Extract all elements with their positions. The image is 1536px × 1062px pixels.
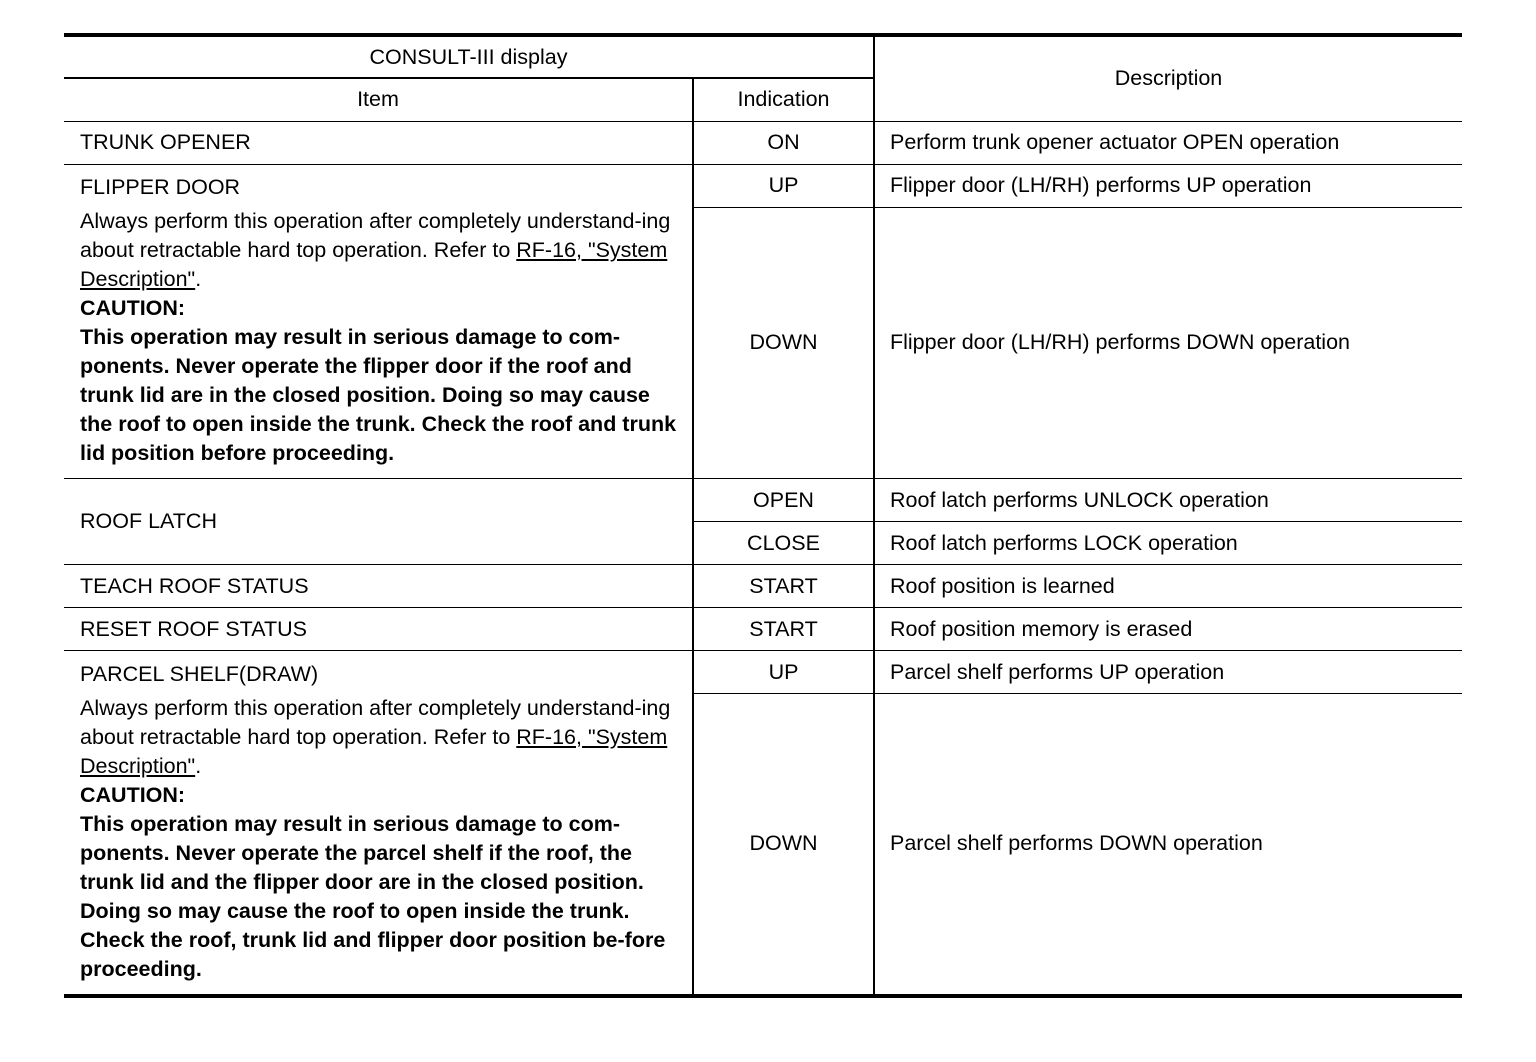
flipper-door-notes xyxy=(64,207,693,479)
flipper-door-down-indication: DOWN xyxy=(693,207,874,479)
table-row xyxy=(64,608,1462,651)
table-row xyxy=(64,694,1462,996)
reset-roof-status-indication: START xyxy=(693,608,874,651)
parcel-shelf-item: PARCEL SHELF(DRAW) xyxy=(64,651,693,694)
item-header: Item xyxy=(64,78,693,121)
roof-latch-open-description: Roof latch performs UNLOCK operation xyxy=(874,479,1462,522)
flipper-door-caution-text: This operation may result in serious damage to com-ponents. Never operate the flipper door if the roof and trunk lid are in the closed position. Doing so may cause the roof to open inside the trunk. Check the roof and trunk lid position before proceeding. xyxy=(80,325,677,465)
parcel-shelf-ref-code-link[interactable]: RF-16, xyxy=(516,724,588,749)
roof-latch-close-description: Roof latch performs LOCK operation xyxy=(874,522,1462,565)
parcel-shelf-notes xyxy=(64,694,693,996)
flipper-door-ref-title-link[interactable]: "System Description" xyxy=(80,238,668,291)
table-row xyxy=(64,479,1462,522)
teach-roof-status-description: Roof position is learned xyxy=(874,565,1462,608)
parcel-shelf-caution-text: This operation may result in serious damage to com-ponents. Never operate the parcel shelf if the roof, the trunk lid and the flipper door are in the closed position. Doing so may cause the roof to open inside the trunk. Check the roof, trunk lid and flipper door position be-fore proceeding. xyxy=(80,811,666,981)
flipper-door-ref-code-link[interactable]: RF-16, xyxy=(516,238,588,262)
flipper-door-up-indication: UP xyxy=(693,164,874,207)
parcel-shelf-up-description: Parcel shelf performs UP operation xyxy=(874,651,1462,694)
table-row xyxy=(64,121,1462,164)
parcel-shelf-note xyxy=(80,694,684,781)
teach-roof-status-indication: START xyxy=(693,565,874,608)
roof-latch-close-indication: CLOSE xyxy=(693,522,874,565)
table-row xyxy=(64,651,1462,694)
consult-table xyxy=(64,33,1462,998)
flipper-door-note xyxy=(80,207,684,294)
table-row xyxy=(64,565,1462,608)
parcel-shelf-down-indication: DOWN xyxy=(693,694,874,996)
table-row xyxy=(64,207,1462,479)
flipper-door-note-suffix: . xyxy=(195,267,202,291)
teach-roof-status-item: TEACH ROOF STATUS xyxy=(64,565,693,608)
parcel-shelf-down-description: Parcel shelf performs DOWN operation xyxy=(874,694,1462,996)
parcel-shelf-note-prefix: Always perform this operation after completely understand-ing about retractable hard top operation. Refer to xyxy=(80,695,671,749)
flipper-door-up-description: Flipper door (LH/RH) performs UP operation xyxy=(874,164,1462,207)
flipper-door-down-description: Flipper door (LH/RH) performs DOWN operation xyxy=(874,207,1462,479)
flipper-door-caution-label: CAUTION: xyxy=(80,296,186,320)
roof-latch-item: ROOF LATCH xyxy=(64,479,693,565)
flipper-door-note-prefix: Always perform this operation after completely understand-ing about retractable hard top operation. Refer to xyxy=(80,209,671,262)
trunk-opener-indication: ON xyxy=(693,121,874,164)
trunk-opener-item: TRUNK OPENER xyxy=(64,121,693,164)
parcel-shelf-note-suffix: . xyxy=(195,753,202,778)
parcel-shelf-ref-title-link[interactable]: "System Description" xyxy=(80,724,668,778)
reset-roof-status-description: Roof position memory is erased xyxy=(874,608,1462,651)
consult-display-header: CONSULT-III display xyxy=(64,35,874,78)
parcel-shelf-caution-label: CAUTION: xyxy=(80,782,186,807)
reset-roof-status-item: RESET ROOF STATUS xyxy=(64,608,693,651)
trunk-opener-description: Perform trunk opener actuator OPEN operation xyxy=(874,121,1462,164)
indication-header: Indication xyxy=(693,78,874,121)
roof-latch-open-indication: OPEN xyxy=(693,479,874,522)
flipper-door-item: FLIPPER DOOR xyxy=(64,164,693,207)
parcel-shelf-up-indication: UP xyxy=(693,651,874,694)
table-row xyxy=(64,164,1462,207)
description-header: Description xyxy=(874,35,1462,121)
